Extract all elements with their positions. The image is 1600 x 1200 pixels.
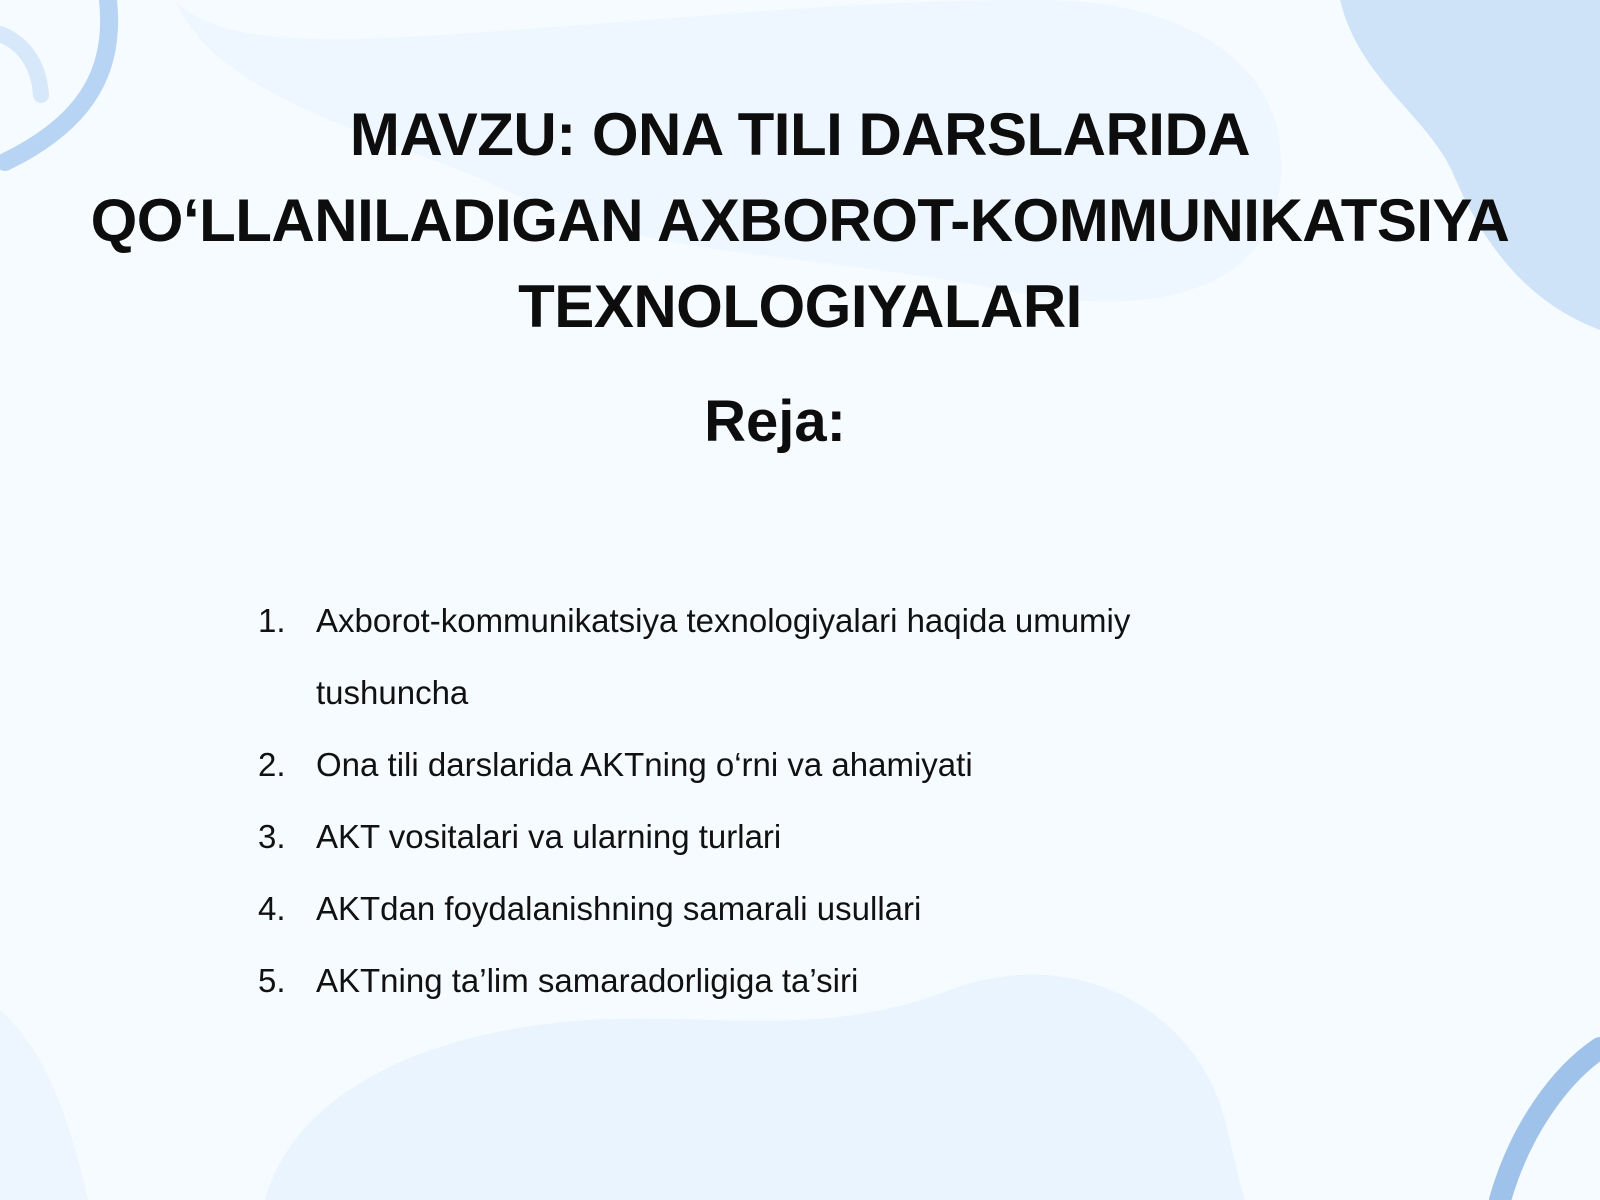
title-line-2: QO‘LLANILADIGAN AXBOROT-KOMMUNIKATSIYA bbox=[90, 187, 1510, 254]
plan-list bbox=[258, 585, 1278, 1017]
plan-item-number: 3. bbox=[258, 818, 286, 855]
plan-item-number: 5. bbox=[258, 962, 286, 999]
plan-item-4 bbox=[258, 873, 1278, 945]
plan-item-5 bbox=[258, 945, 1278, 1017]
plan-item-text: Axborot-kommunikatsiya texnologiyalari haqida umumiy tushuncha bbox=[316, 602, 1131, 711]
plan-item-text: AKTning ta’lim samaradorligiga ta’siri bbox=[316, 962, 859, 999]
plan-item-text: Ona tili darslarida AKTning o‘rni va ahamiyati bbox=[316, 746, 973, 783]
slide-title bbox=[60, 92, 1540, 350]
plan-item-number: 4. bbox=[258, 890, 286, 927]
plan-item-number: 2. bbox=[258, 746, 286, 783]
plan-item-text: AKT vositalari va ularning turlari bbox=[316, 818, 782, 855]
title-line-3: TEXNOLOGIYALARI bbox=[518, 273, 1082, 340]
plan-heading: Reja: bbox=[704, 389, 846, 454]
plan-item-number: 1. bbox=[258, 602, 286, 639]
plan-item-2 bbox=[258, 729, 1278, 801]
plan-item-3 bbox=[258, 801, 1278, 873]
plan-item-1 bbox=[258, 585, 1278, 729]
title-line-1: MAVZU: ONA TILI DARSLARIDA bbox=[349, 101, 1251, 168]
plan-item-text: AKTdan foydalanishning samarali usullari bbox=[316, 890, 922, 927]
